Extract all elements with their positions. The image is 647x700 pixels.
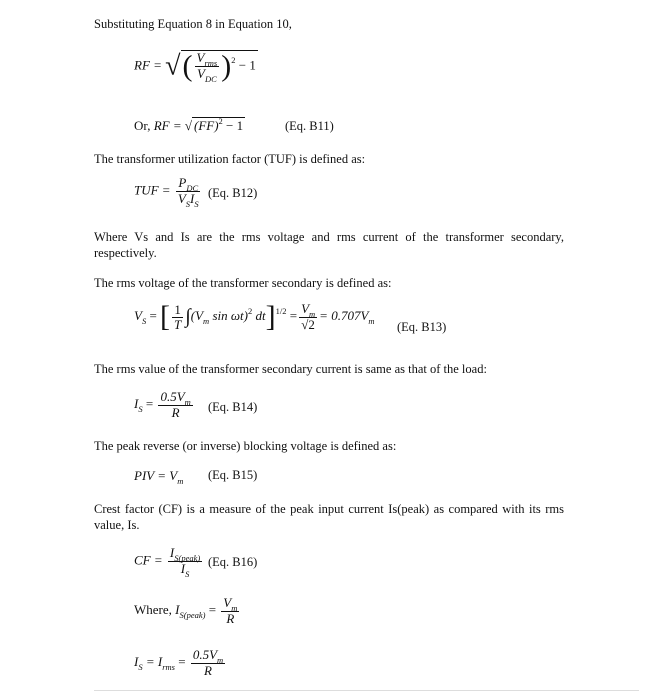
tuf-paragraph: The transformer utilization factor (TUF) is defined as: [94, 152, 366, 166]
is-rms-equation: $I_S = I_{rms}$ = $\frac{0.5V_m}{R}$ [134, 647, 224, 678]
vs-equation: $V_S$ = [ $\frac{1}{T}$ $\int(V_m$ sin ωt)$^2$ dt]$^{1/2}$ = $\frac{V_m}{√2}$ = $0.707V_m$ [134, 300, 375, 333]
rf-radicand: ( $\frac{V_{rms}}{V_{DC}}$ )$^2$ − 1 [182, 49, 256, 84]
eq-b11-tag: (Eq. B11) [285, 119, 334, 133]
heading-text: Substituting Equation 8 in Equation 10, [94, 17, 292, 31]
tuf-equation: TUF = $\frac{P_{DC}}{V_SI_S}$ [134, 175, 199, 209]
cf-equation: CF = $\frac{I_{S(peak)}}{I_S}$ [134, 545, 201, 579]
is-equation: $I_S$ = $\frac{0.5V_m}{R}$ [134, 389, 191, 420]
where-is-peak-equation: Where, $I_{S(peak)}$ = $\frac{V_m}{R}$ [134, 595, 238, 626]
eq-b15-tag: (Eq. B15) [208, 468, 258, 482]
rf-equation: RF = √( $\frac{V_{rms}}{V_{DC}}$ )$^2$ − 1 [134, 49, 256, 84]
rf-label: RF = [134, 57, 162, 73]
is-paragraph: The rms value of the transformer secondary current is same as that of the load: [94, 362, 487, 376]
page-divider [94, 690, 639, 691]
piv-paragraph: The peak reverse (or inverse) blocking voltage is defined as: [94, 439, 397, 453]
eq-b16-tag: (Eq. B16) [208, 555, 258, 569]
rms-paragraph: The rms voltage of the transformer secondary is defined as: [94, 276, 392, 290]
rf-minus-one: − 1 [238, 57, 256, 73]
piv-equation: PIV = $V_m$ [134, 468, 184, 486]
or-rf-equation: Or, RF = √ (FF)$^2$ − 1 [134, 116, 244, 133]
cf-paragraph: Crest factor (CF) is a measure of the peak input current Is(peak) as compared with its rms value, Is. [94, 502, 564, 532]
where-paragraph: Where Vs and Is are the rms voltage and rms current of the transformer secondary, respectively. [94, 230, 564, 260]
eq-b13-tag: (Eq. B13) [397, 320, 447, 334]
eq-b14-tag: (Eq. B14) [208, 400, 258, 414]
eq-b12-tag: (Eq. B12) [208, 186, 258, 200]
